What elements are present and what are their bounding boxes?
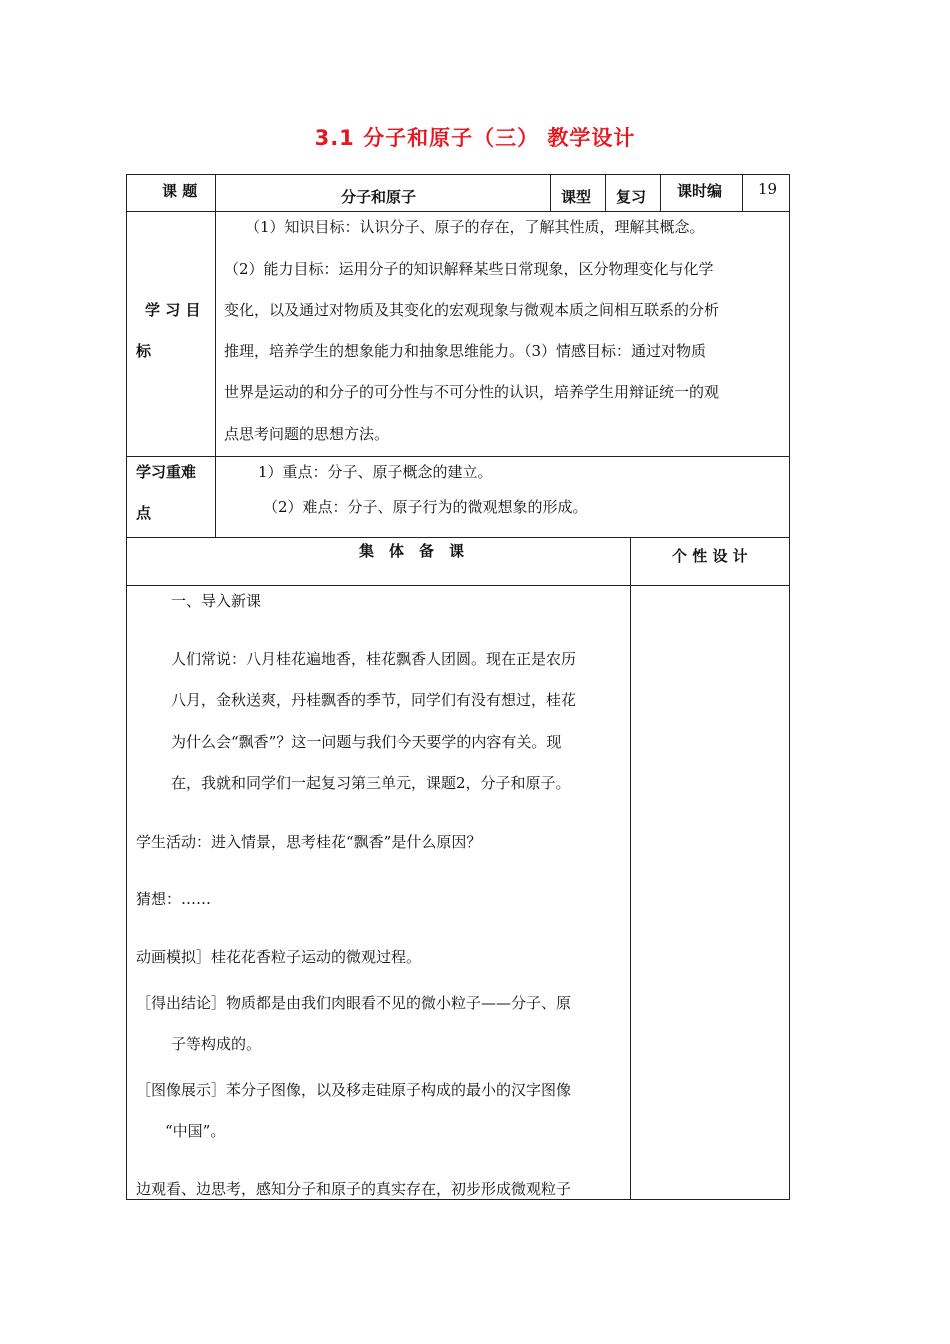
key-points-label-line-1: 学习重难 <box>136 463 197 481</box>
key-points-label-line-2: 点 <box>136 504 152 522</box>
type-label: 课型 <box>561 188 592 206</box>
intro-line-2: 八月，金秋送爽，丹桂飘香的季节，同学们有没有想过，桂花 <box>171 691 577 709</box>
period-label: 课时编 <box>677 182 723 200</box>
period-value: 19 <box>758 180 778 198</box>
page-title: 3.1 分子和原子（三） 教学设计 <box>314 126 636 150</box>
conclusion-line-2: 子等构成的。 <box>171 1035 262 1053</box>
intro-line-4: 在，我就和同学们一起复习第三单元，课题2，分子和原子。 <box>171 774 571 792</box>
goals-line-4: 推理，培养学生的想象能力和抽象思维能力。（3）情感目标：通过对物质 <box>224 342 707 360</box>
intro-line-1: 人们常说：八月桂花遍地香，桂花飘香人团圆。现在正是农历 <box>171 650 577 668</box>
goals-line-1: （1）知识目标：认识分子、原子的存在，了解其性质，理解其概念。 <box>245 218 705 236</box>
image-display-line-1: ［图像展示］苯分子图像，以及移走硅原子构成的最小的汉字图像 <box>136 1081 572 1099</box>
goals-line-5: 世界是运动的和分子的可分性与不可分性的认识，培养学生用辩证统一的观 <box>224 383 720 401</box>
goals-line-3: 变化，以及通过对物质及其变化的宏观现象与微观本质之间相互联系的分析 <box>224 301 720 319</box>
key-point-1: 1）重点：分子、原子概念的建立。 <box>258 463 493 481</box>
goals-line-2: （2）能力目标：运用分子的知识解释某些日常现象，区分物理变化与化学 <box>224 260 714 278</box>
goals-label-cell <box>126 211 216 457</box>
goals-label-line-2: 标 <box>136 342 152 360</box>
personal-design-content-cell <box>630 585 790 1200</box>
goals-content-cell <box>215 211 790 457</box>
key-point-2: （2）难点：分子、原子行为的微观想象的形成。 <box>263 498 588 516</box>
goals-label-line-1: 学 习 目 <box>145 301 201 319</box>
observation-line: 边观看、边思考，感知分子和原子的真实存在，初步形成微观粒子 <box>136 1180 572 1198</box>
student-activity: 学生活动：进入情景，思考桂花“飘香”是什么原因？ <box>136 833 482 851</box>
collective-prep-header: 集 体 备 课 <box>359 542 465 560</box>
image-display-line-2: “中国”。 <box>165 1122 226 1140</box>
goals-line-6: 点思考问题的思想方法。 <box>224 425 390 443</box>
topic-value: 分子和原子 <box>341 188 417 206</box>
intro-line-3: 为什么会“飘香”？这一问题与我们今天要学的内容有关。现 <box>171 733 562 751</box>
topic-label: 课 题 <box>162 182 198 200</box>
conclusion-line-1: ［得出结论］物质都是由我们肉眼看不见的微小粒子——分子、原 <box>136 994 572 1012</box>
personal-design-header: 个 性 设 计 <box>672 547 748 565</box>
animation-note: 动画模拟］桂花花香粒子运动的微观过程。 <box>136 948 422 966</box>
type-value: 复习 <box>616 188 647 206</box>
guess: 猜想：…… <box>136 890 212 908</box>
section-heading: 一、导入新课 <box>171 592 262 610</box>
